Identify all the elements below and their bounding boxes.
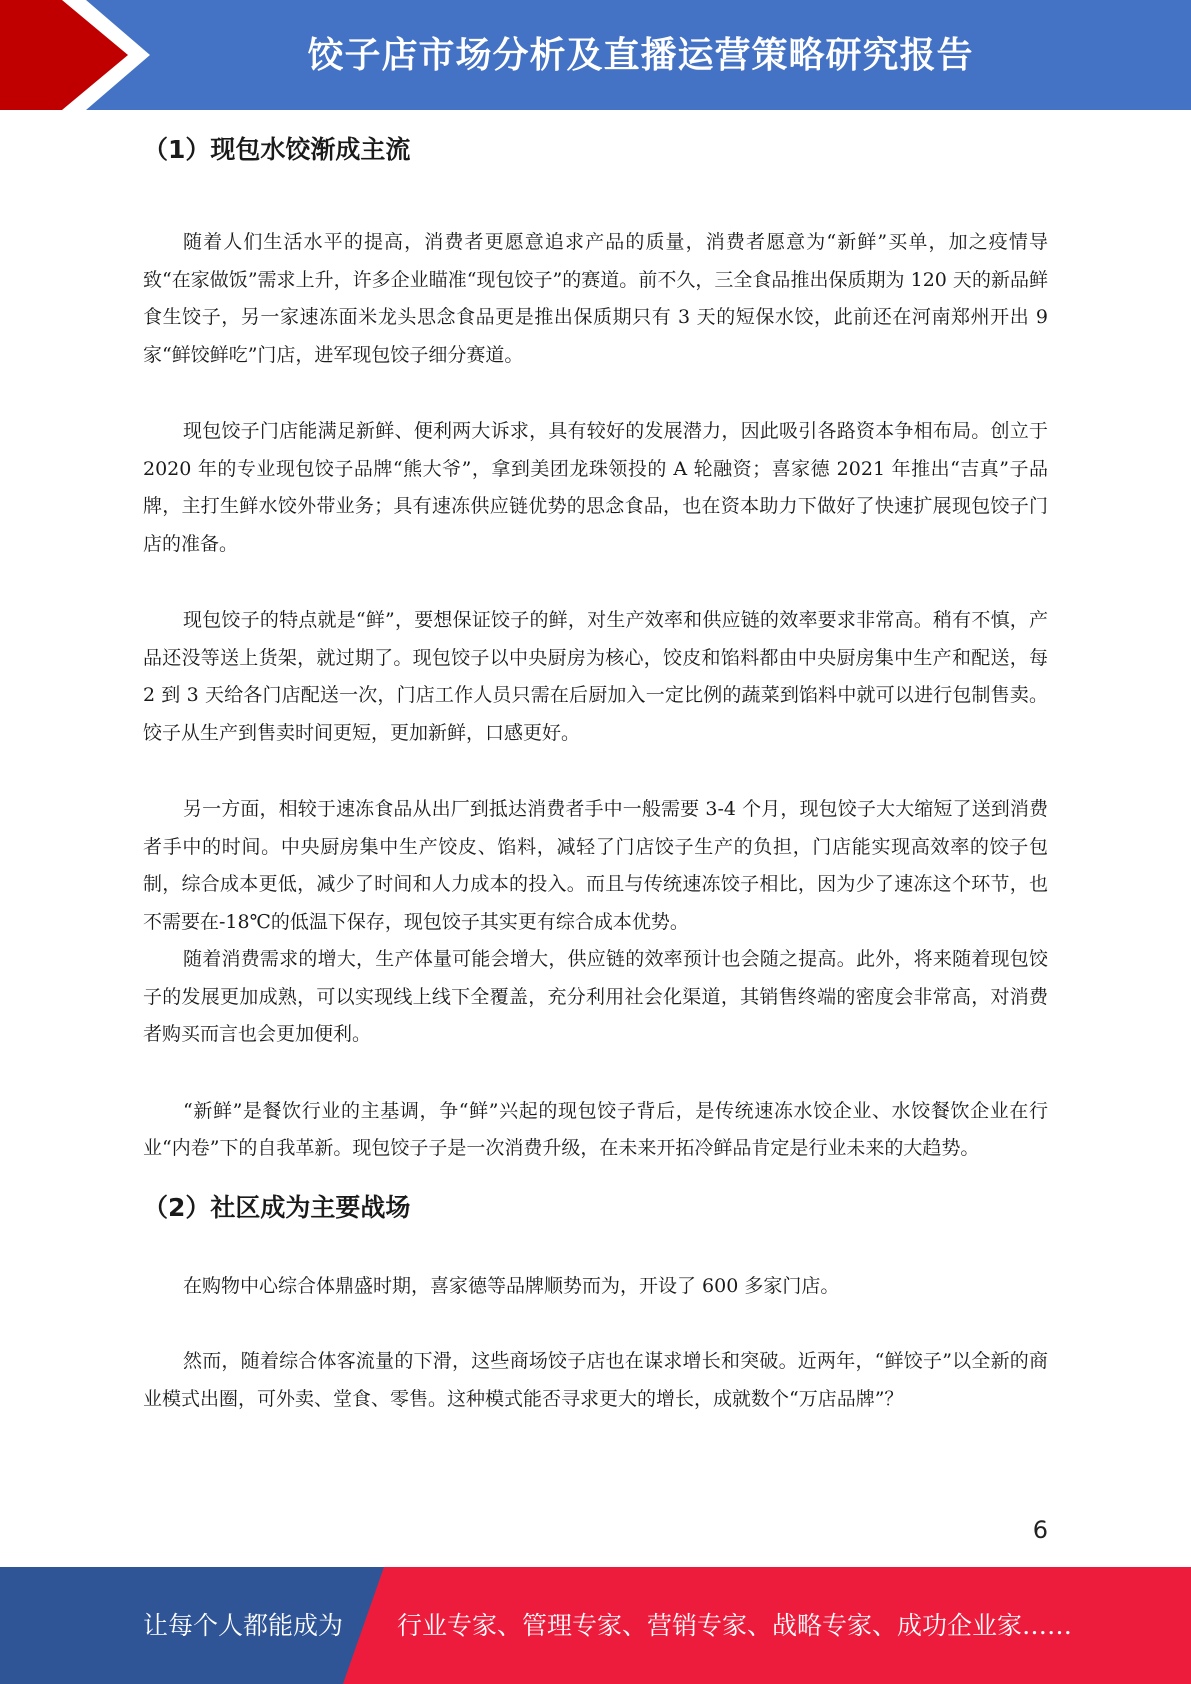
paragraph: 在购物中心综合体鼎盛时期，喜家德等品牌顺势而为，开设了 600 多家门店。 xyxy=(183,1274,840,1297)
footer-slogan-left: 让每个人都能成为 xyxy=(143,1611,344,1640)
paragraph: 另一方面，相较于速冻食品从出厂到抵达消费者手中一般需要 3-4 个月，现包饺子大大缩短了送到消费者手中的时间。中央厨房集中生产饺皮、馅料，减轻了门店饺子生产的负担，门店能实现高效率的饺子包制，综合成本更低，减少了时间和人力成本的投入。而且与传统速冻饺子相比，因为少了速冻这个环节，也不需要在-18℃的低温下保存，现包饺子其实更有综合成本优势。 xyxy=(143,798,1048,933)
footer-slogan-right: 行业专家、管理专家、营销专家、战略专家、成功企业家…… xyxy=(397,1611,1073,1640)
paragraph: “新鲜”是餐饮行业的主基调，争“鲜”兴起的现包饺子背后，是传统速冻水饺企业、水饺餐饮企业在行业“内卷”下的自我革新。现包饺子子是一次消费升级，在未来开拓冷鲜品肯定是行业未来的大趋势。 xyxy=(143,1099,1048,1159)
page-number: 6 xyxy=(1032,1516,1048,1544)
paragraph: 随着消费需求的增大，生产体量可能会增大，供应链的效率预计也会随之提高。此外，将来随着现包饺子的发展更加成熟，可以实现线上线下全覆盖，充分利用社会化渠道，其销售终端的密度会非常高，对消费者购买而言也会更加便利。 xyxy=(143,948,1048,1045)
section-heading-1: （1）现包水饺渐成主流 xyxy=(143,135,411,164)
header-title: 饺子店市场分析及直播运营策略研究报告 xyxy=(307,34,974,76)
page-header xyxy=(0,0,1191,110)
paragraph: 现包饺子的特点就是“鲜”，要想保证饺子的鲜，对生产效率和供应链的效率要求非常高。稍有不慎，产品还没等送上货架，就过期了。现包饺子以中央厨房为核心，饺皮和馅料都由中央厨房集中生产和配送，每 2 到 3 天给各门店配送一次，门店工作人员只需在后厨加入一定比例的蔬菜到馅料中就可以进行包制售卖。饺子从生产到售卖时间更短，更加新鲜，口感更好。 xyxy=(143,609,1048,744)
section-heading-2: （2）社区成为主要战场 xyxy=(143,1192,411,1222)
paragraph: 然而，随着综合体客流量的下滑，这些商场饺子店也在谋求增长和突破。近两年，“鲜饺子”以全新的商业模式出圈，可外卖、堂食、零售。这种模式能否寻求更大的增长，成就数个“万店品牌”？ xyxy=(143,1350,1048,1410)
paragraph: 随着人们生活水平的提高，消费者更愿意追求产品的质量，消费者愿意为“新鲜”买单，加之疫情导致“在家做饭”需求上升，许多企业瞄准“现包饺子”的赛道。前不久，三全食品推出保质期为 120 天的新品鲜食生饺子，另一家速冻面米龙头思念食品更是推出保质期只有 3 天的短保水饺，此前还在河南郑州开出 9 家“鲜饺鲜吃”门店，进军现包饺子细分赛道。 xyxy=(143,231,1048,366)
document-body xyxy=(143,130,1048,1418)
paragraph: 现包饺子门店能满足新鲜、便利两大诉求，具有较好的发展潜力，因此吸引各路资本争相布局。创立于 2020 年的专业现包饺子品牌“熊大爷”，拿到美团龙珠领投的 A 轮融资；喜家德 2021 年推出“吉真”子品牌，主打生鲜水饺外带业务；具有速冻供应链优势的思念食品，也在资本助力下做好了快速扩展现包饺子门店的准备。 xyxy=(143,420,1048,555)
page-footer xyxy=(0,1567,1191,1684)
